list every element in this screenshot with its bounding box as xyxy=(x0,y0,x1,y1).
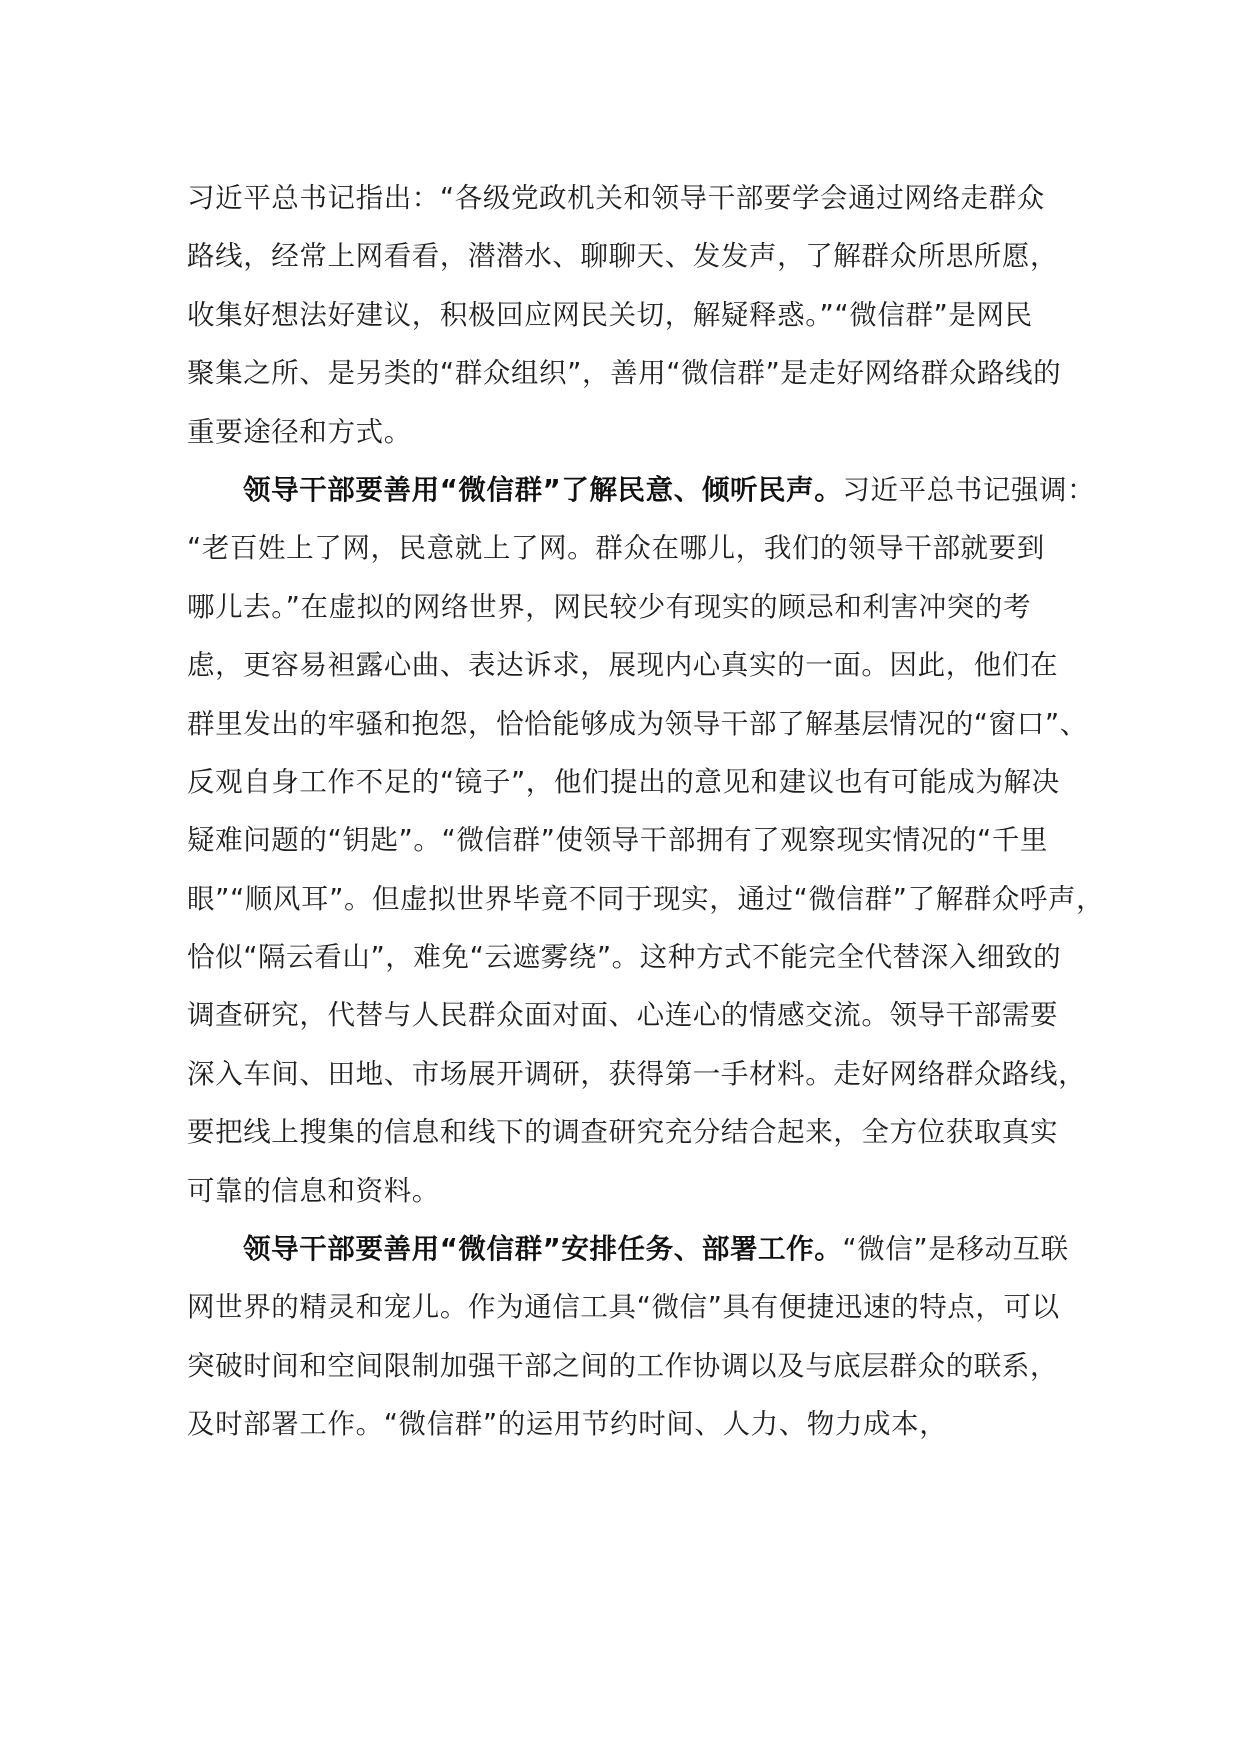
text-line: 哪儿去。”在虚拟的网络世界，网民较少有现实的顾忌和利害冲突的考 xyxy=(187,590,1032,623)
text-line: 眼”“顺风耳”。但虚拟世界毕竟不同于现实，通过“微信群”了解群众呼声， xyxy=(187,882,1105,915)
text-line: 要把线上搜集的信息和线下的调查研究充分结合起来，全方位获取真实 xyxy=(187,1116,1059,1149)
text-line: 疑难问题的“钥匙”。“微信群”使领导干部拥有了观察现实情况的“千里 xyxy=(187,824,1049,857)
paragraph-listen-to-public xyxy=(187,461,1105,1220)
text-line: 及时部署工作。“微信群”的运用节约时间、人力、物力成本， xyxy=(187,1408,948,1441)
text-line: 网世界的精灵和宠儿。作为通信工具“微信”具有便捷迅速的特点，可以 xyxy=(187,1291,1060,1324)
paragraph-assign-tasks xyxy=(187,1220,1067,1454)
paragraph-heading: 领导干部要善用“微信群”了解民意、倾听民声。 xyxy=(243,473,843,506)
text-line: 恰似“隔云看山”，难免“云遮雾绕”。这种方式不能完全代替深入细致的 xyxy=(187,941,1062,974)
text-line: 聚集之所、是另类的“群众组织”，善用“微信群”是走好网络群众路线的 xyxy=(187,357,1062,390)
text-line: 收集好想法好建议，积极回应网民关切，解疑释惑。”“微信群”是网民 xyxy=(187,298,1033,331)
text-line xyxy=(187,461,1096,519)
text-line: 反观自身工作不足的“镜子”，他们提出的意见和建议也有可能成为解决 xyxy=(187,765,1060,798)
text-line: 群里发出的牢骚和抱怨，恰恰能够成为领导干部了解基层情况的“窗口”、 xyxy=(187,707,1088,740)
text-line: 突破时间和空间限制加强干部之间的工作协调以及与底层群众的联系， xyxy=(187,1349,1059,1382)
document-body xyxy=(187,169,1105,1454)
text-span: “微信”是移动互联 xyxy=(842,1233,1069,1266)
paragraph-heading: 领导干部要善用“微信群”安排任务、部署工作。 xyxy=(243,1233,843,1266)
text-line: 可靠的信息和资料。 xyxy=(187,1174,440,1207)
text-line: 调查研究，代替与人民群众面对面、心连心的情感交流。领导干部需要 xyxy=(187,999,1059,1032)
text-line: 习近平总书记指出：“各级党政机关和领导干部要学会通过网络走群众 xyxy=(187,182,1045,214)
text-line: 虑，更容易袒露心曲、表达诉求，展现内心真实的一面。因此，他们在 xyxy=(187,649,1059,682)
text-line: “老百姓上了网，民意就上了网。群众在哪儿，我们的领导干部就要到 xyxy=(187,532,1045,565)
text-line xyxy=(187,1220,1067,1278)
text-line: 深入车间、田地、市场展开调研，获得第一手材料。走好网络群众路线， xyxy=(187,1057,1087,1090)
text-line: 重要途径和方式。 xyxy=(187,415,412,448)
paragraph-intro xyxy=(187,169,1067,461)
text-line: 路线，经常上网看看，潜潜水、聊聊天、发发声，了解群众所思所愿， xyxy=(187,240,1059,273)
text-span: 习近平总书记强调： xyxy=(842,473,1096,506)
